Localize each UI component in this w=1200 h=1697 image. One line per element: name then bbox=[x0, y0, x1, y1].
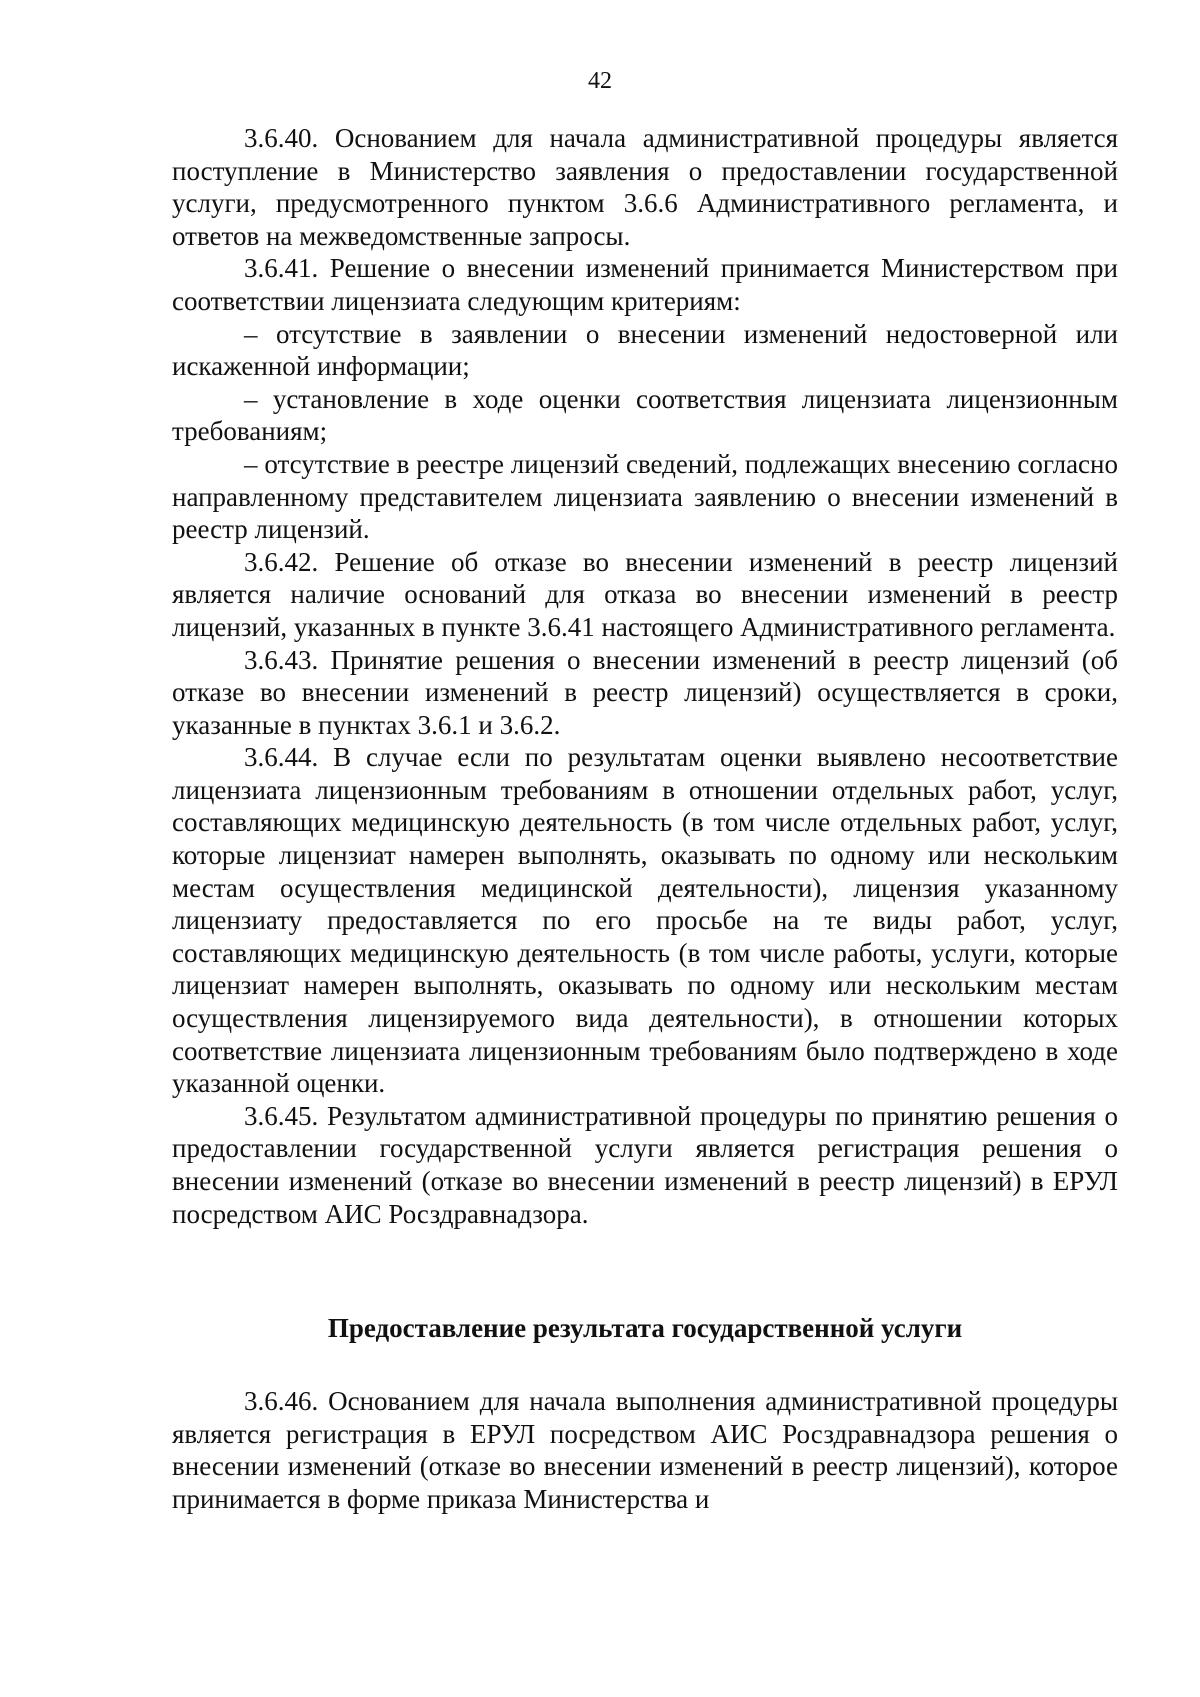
paragraph-3-6-40: 3.6.40. Основанием для начала административной процедуры является поступление в Министерство заявления о предоставлении государственной услуги, предусмотренного пунктом 3.6.6 Административного регламента, и ответов на межведомственные запросы. bbox=[172, 123, 1118, 251]
document-body bbox=[172, 122, 1118, 1516]
paragraph-3-6-42: 3.6.42. Решение об отказе во внесении изменений в реестр лицензий является наличие оснований для отказа во внесении изменений в реестр лицензий, указанных в пункте 3.6.41 настоящего Административного регламента. bbox=[172, 546, 1118, 642]
criteria-item: – отсутствие в реестре лицензий сведений, подлежащих внесению согласно направленному представителем лицензиата заявлению о внесении изменений в реестр лицензий. bbox=[172, 448, 1118, 545]
paragraph-3-6-46: 3.6.46. Основанием для начала выполнения административной процедуры является регистрация в ЕРУЛ посредством АИС Росздравнадзора решения о внесении изменений (отказе во внесении изменений в реестр лицензий), которое принимается в форме приказа Министерства и bbox=[172, 1386, 1118, 1514]
paragraph-3-6-44: 3.6.44. В случае если по результатам оценки выявлено несоответствие лицензиата лицензионным требованиям в отношении отдельных работ, услуг, составляющих медицинскую деятельность (в том числе отдельных работ, услуг, которые лицензиат намерен выполнять, оказывать по одному или нескольким местам осуществления медицинской деятельности), лицензия указанному лицензиату предоставляется по его просьбе на те виды работ, услуг, составляющих медицинскую деятельность (в том числе работы, услуги, которые лицензиат намерен выполнять, оказывать по одному или нескольким местам осуществления лицензируемого вида деятельности), в отношении которых соответствие лицензиата лицензионным требованиям было подтверждено в ходе указанной оценки. bbox=[172, 742, 1118, 1099]
criteria-item: – отсутствие в заявлении о внесении изменений недостоверной или искаженной информации; bbox=[172, 318, 1118, 382]
criteria-item: – установление в ходе оценки соответствия лицензиата лицензионным требованиям; bbox=[172, 383, 1118, 447]
paragraph-3-6-43: 3.6.43. Принятие решения о внесении изменений в реестр лицензий (об отказе во внесении изменений в реестр лицензий) осуществляется в сроки, указанные в пунктах 3.6.1 и 3.6.2. bbox=[172, 644, 1118, 740]
paragraph-3-6-41: 3.6.41. Решение о внесении изменений принимается Министерством при соответствии лицензиата следующим критериям: bbox=[172, 253, 1118, 316]
page-number: 42 bbox=[588, 68, 612, 94]
paragraph-3-6-45: 3.6.45. Результатом административной процедуры по принятию решения о предоставлении государственной услуги является регистрация решения о внесении изменений (отказе во внесении изменений в реестр лицензий) в ЕРУЛ посредством АИС Росздравнадзора. bbox=[172, 1100, 1118, 1229]
section-heading: Предоставление результата государственной услуги bbox=[327, 1313, 963, 1344]
